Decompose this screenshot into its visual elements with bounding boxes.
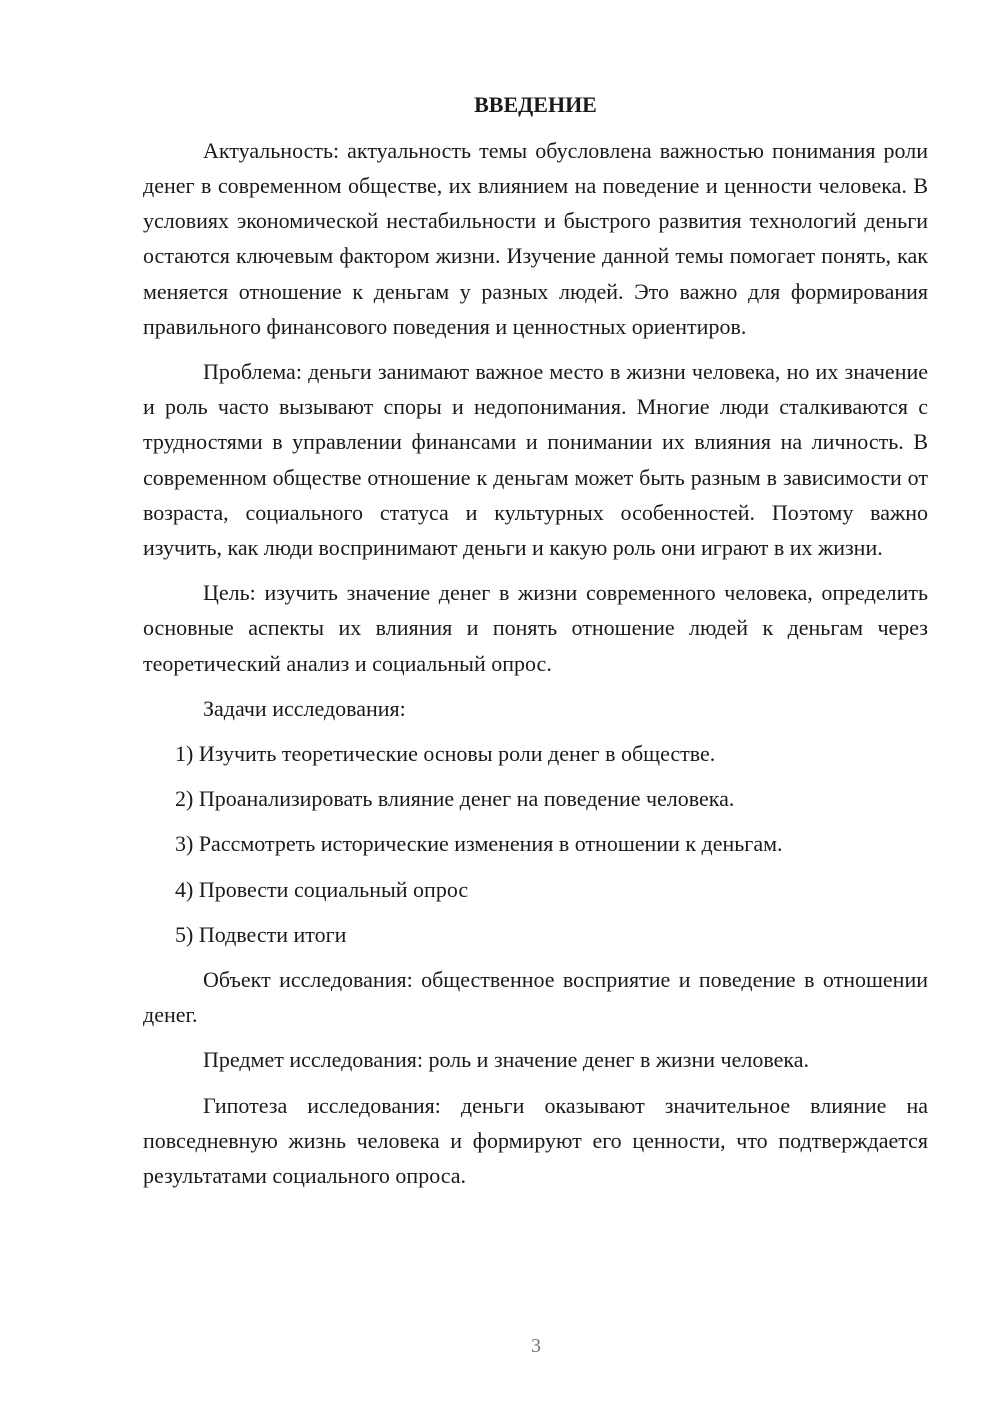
list-item: 4) Провести социальный опрос bbox=[175, 876, 469, 902]
document-page bbox=[143, 90, 928, 1203]
page-number-footer bbox=[0, 1335, 1000, 1358]
object-paragraph: Объект исследования: общественное восприятие и поведение в отношении денег. bbox=[143, 967, 928, 1028]
page-number: 3 bbox=[531, 1335, 541, 1357]
problem-paragraph: Проблема: деньги занимают важное место в жизни человека, но их значение и роль часто вызывают споры и недопонимания. Многие люди сталкиваются с трудностями в управлении финансами и понимании их влияния на личность. В современном обществе отношение к деньгам может быть разным в зависимости от возраста, социального статуса и культурных особенностей. Поэтому важно изучить, как люди воспринимают деньги и какую роль они играют в их жизни. bbox=[143, 359, 928, 561]
goal-paragraph: Цель: изучить значение денег в жизни современного человека, определить основные аспекты их влияния и понять отношение людей к деньгам через теоретический анализ и социальный опрос. bbox=[143, 580, 928, 676]
list-item: 1) Изучить теоретические основы роли денег в обществе. bbox=[175, 741, 716, 767]
task-list bbox=[143, 736, 928, 952]
relevance-paragraph: Актуальность: актуальность темы обусловлена важностью понимания роли денег в современном обществе, их влиянием на поведение и ценности человека. В условиях экономической нестабильности и быстрого развития технологий деньги остаются ключевым фактором жизни. Изучение данной темы помогает понять, как меняется отношение к деньгам у разных людей. Это важно для формирования правильного финансового поведения и ценностных ориентиров. bbox=[143, 137, 928, 339]
tasks-heading: Задачи исследования: bbox=[203, 695, 406, 721]
page-title: ВВЕДЕНИЕ bbox=[474, 92, 597, 117]
subject-paragraph: Предмет исследования: роль и значение денег в жизни человека. bbox=[203, 1047, 809, 1073]
list-item: 5) Подвести итоги bbox=[175, 921, 347, 947]
list-item: 3) Рассмотреть исторические изменения в отношении к деньгам. bbox=[175, 831, 783, 857]
list-item: 2) Проанализировать влияние денег на поведение человека. bbox=[175, 786, 735, 812]
hypothesis-paragraph: Гипотеза исследования: деньги оказывают значительное влияние на повседневную жизнь человека и формируют его ценности, что подтверждается результатами социального опроса. bbox=[143, 1092, 928, 1189]
